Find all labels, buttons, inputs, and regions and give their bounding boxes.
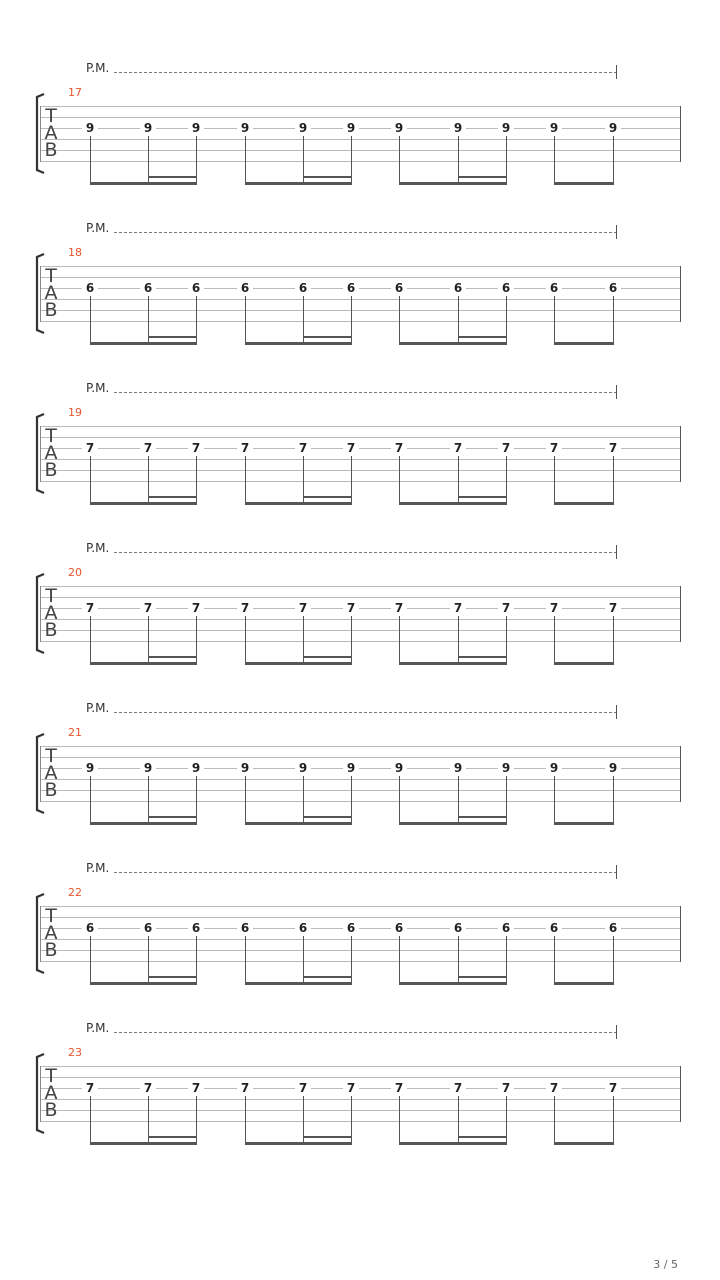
sixteenth-beam [303,176,352,178]
fret-number: 7 [498,1082,514,1095]
sixteenth-beam [148,976,197,978]
eighth-beam [399,662,507,665]
tab-clef-letter: A [44,122,58,144]
fret-number: 9 [237,122,253,135]
tab-system [0,381,720,548]
eighth-beam [245,662,352,665]
fret-number: 6 [295,922,311,935]
bar-number: 20 [68,566,82,579]
fret-number: 6 [605,922,621,935]
tab-clef-letter: A [44,1082,58,1104]
fret-number: 6 [82,922,98,935]
tab-clef-letter: T [45,425,57,447]
fret-number: 6 [546,922,562,935]
eighth-beam [399,1142,507,1145]
eighth-beam [245,182,352,185]
sixteenth-beam [303,976,352,978]
eighth-beam [90,982,197,985]
eighth-beam [399,982,507,985]
tab-staff [0,1028,720,1188]
eighth-beam [399,342,507,345]
eighth-beam [90,1142,197,1145]
eighth-beam [90,822,197,825]
fret-number: 7 [140,1082,156,1095]
fret-number: 7 [295,442,311,455]
eighth-beam [245,982,352,985]
eighth-beam [554,182,614,185]
fret-number: 6 [237,922,253,935]
fret-number: 6 [295,282,311,295]
bar-number: 19 [68,406,82,419]
tab-clef-letter: B [44,779,58,801]
sixteenth-beam [148,496,197,498]
sixteenth-beam [148,656,197,658]
fret-number: 7 [82,602,98,615]
eighth-beam [554,502,614,505]
eighth-beam [90,342,197,345]
palm-mute-label: P.M. [86,221,110,235]
fret-number: 9 [498,762,514,775]
fret-number: 7 [188,602,204,615]
fret-number: 7 [343,1082,359,1095]
sixteenth-beam [148,336,197,338]
fret-number: 7 [391,602,407,615]
fret-number: 9 [188,122,204,135]
tab-clef-letter: T [45,585,57,607]
page-number: 3 / 5 [653,1258,678,1271]
sixteenth-beam [458,816,507,818]
tab-system [0,701,720,868]
fret-number: 9 [295,122,311,135]
fret-number: 6 [498,282,514,295]
fret-number: 9 [82,762,98,775]
fret-number: 7 [82,1082,98,1095]
fret-number: 6 [343,922,359,935]
fret-number: 7 [450,602,466,615]
fret-number: 9 [450,762,466,775]
tab-clef-letter: T [45,905,57,927]
tab-clef-letter: A [44,442,58,464]
fret-number: 6 [188,282,204,295]
fret-number: 9 [450,122,466,135]
eighth-beam [399,182,507,185]
fret-number: 9 [188,762,204,775]
fret-number: 6 [391,922,407,935]
tab-clef-letter: B [44,459,58,481]
tab-clef-letter: T [45,1065,57,1087]
sixteenth-beam [303,656,352,658]
tab-clef-letter: B [44,299,58,321]
tab-staff [0,548,720,708]
fret-number: 6 [237,282,253,295]
fret-number: 9 [140,762,156,775]
palm-mute-label: P.M. [86,861,110,875]
fret-number: 6 [343,282,359,295]
palm-mute-label: P.M. [86,381,110,395]
eighth-beam [245,342,352,345]
fret-number: 7 [295,602,311,615]
fret-number: 9 [343,762,359,775]
fret-number: 7 [605,442,621,455]
fret-number: 7 [295,1082,311,1095]
fret-number: 6 [140,282,156,295]
fret-number: 7 [450,442,466,455]
fret-number: 6 [450,282,466,295]
fret-number: 7 [546,602,562,615]
fret-number: 9 [546,762,562,775]
fret-number: 6 [140,922,156,935]
tab-system [0,541,720,708]
fret-number: 7 [546,442,562,455]
eighth-beam [399,502,507,505]
tab-system [0,1021,720,1188]
tab-staff [0,708,720,868]
fret-number: 6 [605,282,621,295]
fret-number: 7 [188,1082,204,1095]
fret-number: 9 [82,122,98,135]
sixteenth-beam [303,816,352,818]
tab-staff [0,68,720,228]
fret-number: 9 [498,122,514,135]
fret-number: 7 [546,1082,562,1095]
tab-clef-letter: A [44,282,58,304]
tab-clef-letter: B [44,1099,58,1121]
fret-number: 9 [391,762,407,775]
fret-number: 7 [343,602,359,615]
fret-number: 6 [450,922,466,935]
fret-number: 7 [188,442,204,455]
sixteenth-beam [458,1136,507,1138]
tab-system [0,861,720,1028]
tab-clef-letter: B [44,939,58,961]
eighth-beam [554,1142,614,1145]
fret-number: 9 [391,122,407,135]
sixteenth-beam [148,176,197,178]
eighth-beam [245,822,352,825]
tab-staff [0,868,720,1028]
fret-number: 7 [391,1082,407,1095]
fret-number: 7 [450,1082,466,1095]
bar-number: 21 [68,726,82,739]
fret-number: 6 [391,282,407,295]
fret-number: 6 [546,282,562,295]
fret-number: 6 [498,922,514,935]
fret-number: 7 [498,602,514,615]
sixteenth-beam [458,976,507,978]
fret-number: 6 [82,282,98,295]
sixteenth-beam [458,176,507,178]
eighth-beam [554,342,614,345]
fret-number: 7 [343,442,359,455]
sixteenth-beam [458,336,507,338]
tab-staff [0,228,720,388]
fret-number: 6 [188,922,204,935]
fret-number: 9 [546,122,562,135]
eighth-beam [245,1142,352,1145]
eighth-beam [399,822,507,825]
eighth-beam [90,182,197,185]
eighth-beam [90,502,197,505]
sixteenth-beam [303,336,352,338]
fret-number: 9 [140,122,156,135]
bar-number: 22 [68,886,82,899]
tab-clef-letter: A [44,762,58,784]
fret-number: 7 [237,442,253,455]
sixteenth-beam [303,1136,352,1138]
sixteenth-beam [148,816,197,818]
palm-mute-label: P.M. [86,1021,110,1035]
bar-number: 18 [68,246,82,259]
fret-number: 7 [605,602,621,615]
fret-number: 7 [237,1082,253,1095]
eighth-beam [554,822,614,825]
fret-number: 9 [605,762,621,775]
tab-clef-letter: A [44,922,58,944]
palm-mute-label: P.M. [86,701,110,715]
fret-number: 7 [237,602,253,615]
tab-clef-letter: T [45,265,57,287]
tab-clef-letter: B [44,619,58,641]
tab-clef-letter: T [45,105,57,127]
tab-system [0,61,720,228]
eighth-beam [90,662,197,665]
eighth-beam [245,502,352,505]
eighth-beam [554,982,614,985]
eighth-beam [554,662,614,665]
sixteenth-beam [148,1136,197,1138]
fret-number: 9 [605,122,621,135]
bar-number: 17 [68,86,82,99]
palm-mute-label: P.M. [86,61,110,75]
fret-number: 7 [605,1082,621,1095]
sixteenth-beam [458,656,507,658]
tab-clef-letter: B [44,139,58,161]
tab-staff [0,388,720,548]
fret-number: 9 [343,122,359,135]
fret-number: 9 [237,762,253,775]
bar-number: 23 [68,1046,82,1059]
fret-number: 7 [140,602,156,615]
palm-mute-label: P.M. [86,541,110,555]
fret-number: 7 [140,442,156,455]
fret-number: 7 [82,442,98,455]
sixteenth-beam [303,496,352,498]
tab-system [0,221,720,388]
fret-number: 7 [498,442,514,455]
sixteenth-beam [458,496,507,498]
tab-clef-letter: A [44,602,58,624]
tab-clef-letter: T [45,745,57,767]
fret-number: 9 [295,762,311,775]
fret-number: 7 [391,442,407,455]
